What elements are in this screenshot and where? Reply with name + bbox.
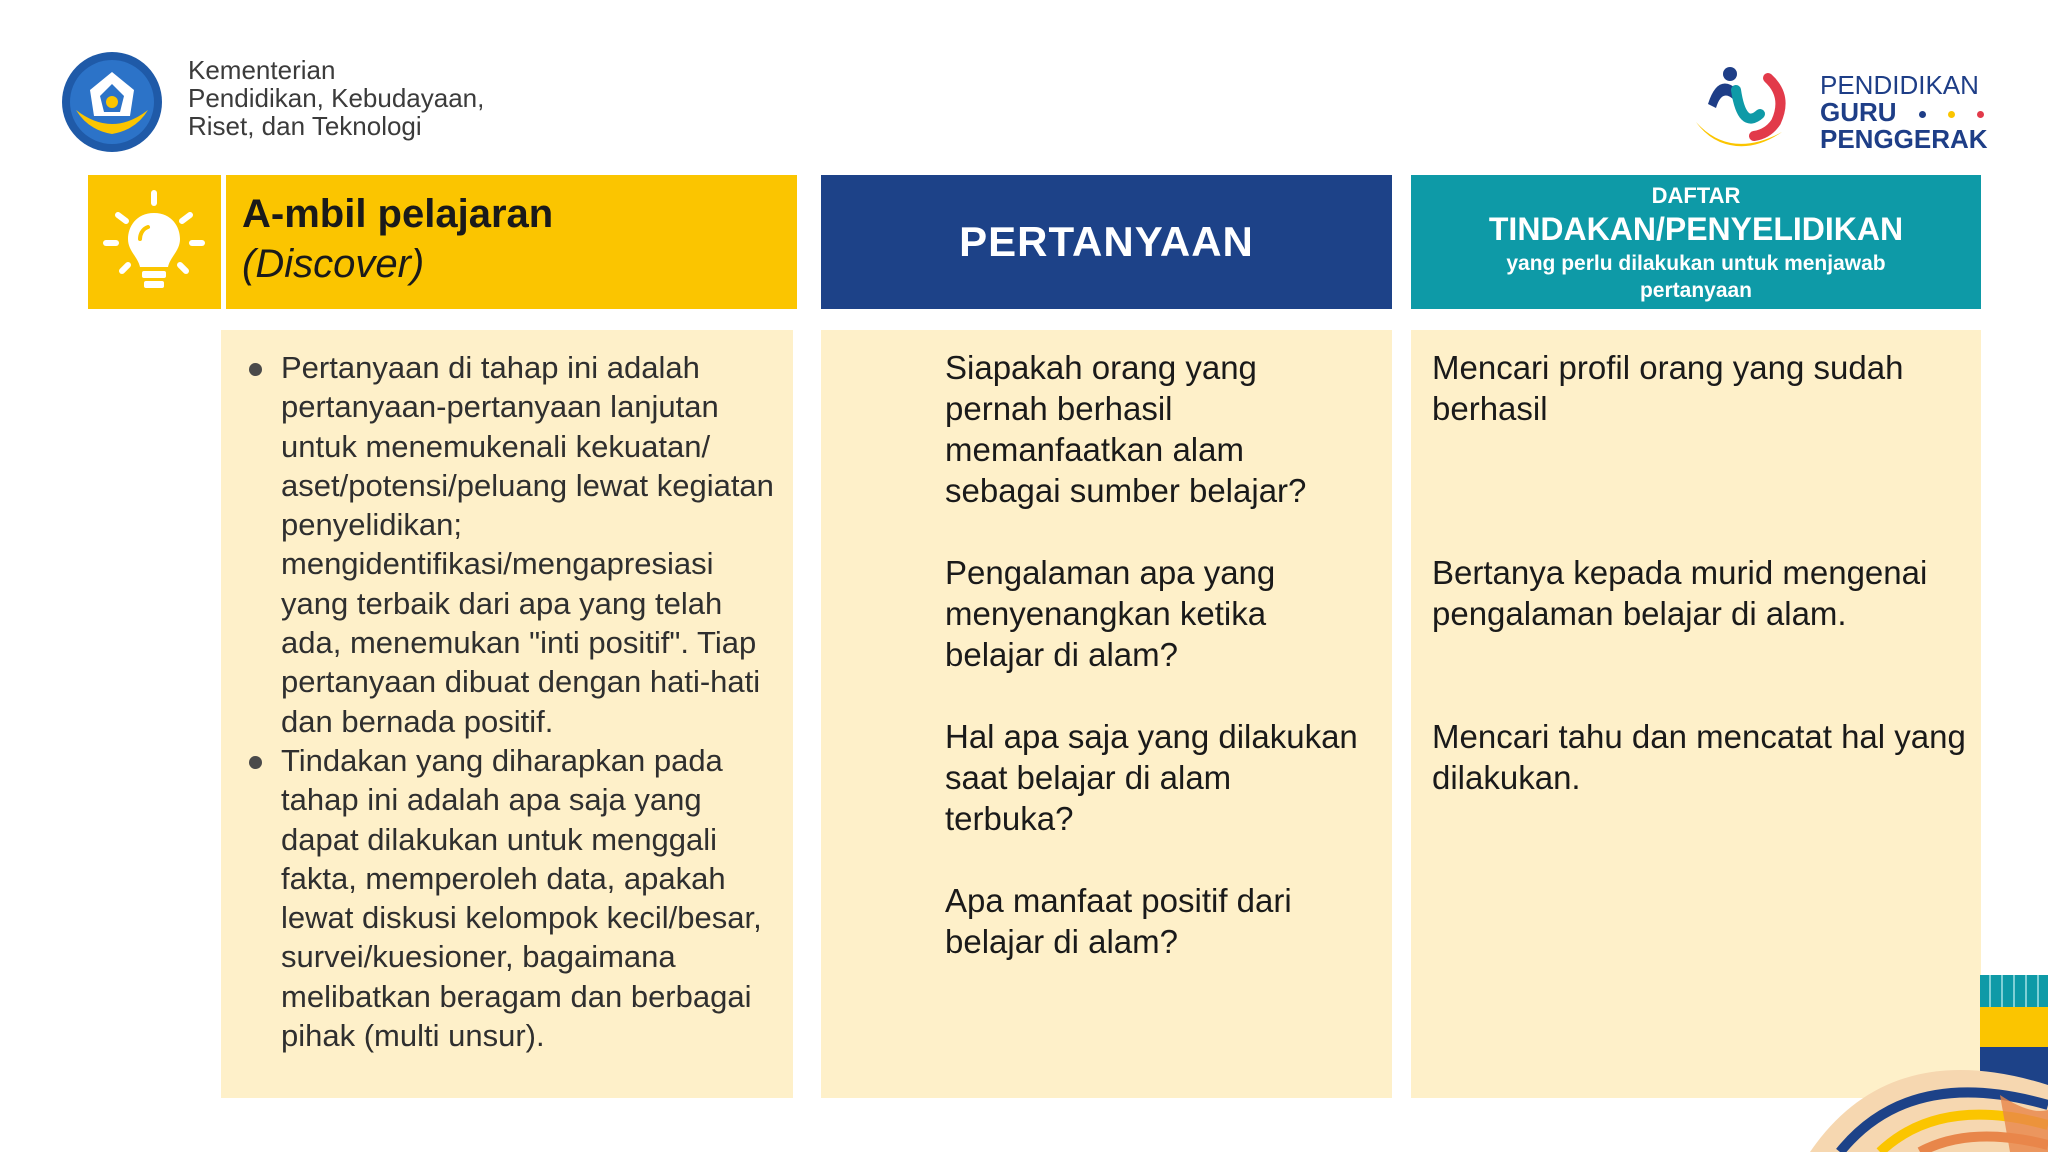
program-name-line: PENGGERAK [1820,124,1988,154]
actions-header-top: DAFTAR [1651,183,1741,208]
ministry-name-line: Pendidikan, Kebudayaan, [188,83,485,113]
decorative-corner-pattern-icon [1770,975,2048,1152]
list-item: Tindakan yang diharapkan pada tahap ini adalah apa saja yang dapat dilakukan untuk menggali fakta, memperoleh data, apakah lewat diskusi kelompok kecil/besar, survei/kuesioner, bagaimana melibatkan beragam dan berbagai pihak (multi unsur). [248,741,778,1055]
ministry-name-line: Kementerian [188,55,336,85]
dot-icon [1919,111,1926,118]
questions-header: PERTANYAAN [821,175,1392,309]
actions-header-title: TINDAKAN/PENYELIDIKAN [1488,211,1904,247]
dot-icon [1948,111,1955,118]
program-name [1820,72,1988,153]
question-item: Pengalaman apa yang menyenangkan ketika belajar di alam? [945,554,1276,673]
discover-subtitle: (Discover) [242,242,425,286]
list-item: Pertanyaan di tahap ini adalah pertanyaan-pertanyaan lanjutan untuk menemukenali kekuatan/ aset/potensi/peluang lewat kegiatan penyelidikan; mengidentifikasi/mengapresiasi yang terbaik dari apa yang telah ada, menemukan "inti positif". Tiap pertanyaan dibuat dengan hati-hati dan bernada positif. [248,348,778,741]
actions-header [1411,175,1981,309]
action-item: Mencari profil orang yang sudah berhasil [1432,349,1904,427]
guru-penggerak-logo-icon [1690,60,1800,160]
discover-bullet-list [248,348,778,1055]
program-name-line [1820,99,1988,126]
discover-title: A-mbil pelajaran [242,192,554,236]
program-name-line: PENDIDIKAN [1820,70,1979,100]
program-name-word: GURU [1820,97,1897,127]
question-item: Hal apa saja yang dilakukan saat belajar di alam terbuka? [945,718,1358,837]
dot-icon [1977,111,1984,118]
question-item: Apa manfaat positif dari belajar di alam? [945,882,1292,960]
lightbulb-icon-box [88,175,221,309]
ministry-name [188,56,484,140]
action-item: Bertanya kepada murid mengenai pengalaman belajar di alam. [1432,554,1928,632]
question-item: Siapakah orang yang pernah berhasil memanfaatkan alam sebagai sumber belajar? [945,349,1307,509]
ministry-name-line: Riset, dan Teknologi [188,111,422,141]
actions-header-subtitle: yang perlu dilakukan untuk menjawab pertanyaan [1506,252,1886,302]
ministry-logo-icon [60,50,164,154]
action-item: Mencari tahu dan mencatat hal yang dilakukan. [1432,718,1966,796]
lightbulb-icon [88,175,221,309]
